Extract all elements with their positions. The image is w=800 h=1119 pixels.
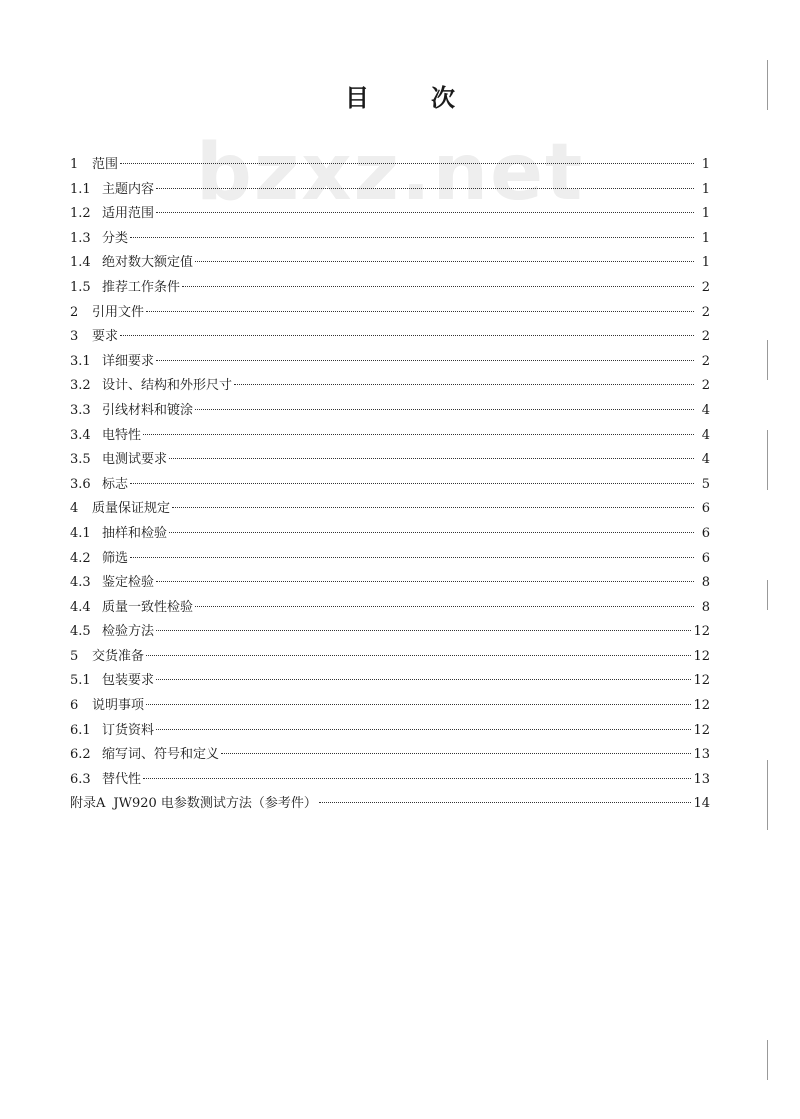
toc-dot-leader xyxy=(169,458,694,459)
toc-entry-page-number: 1 xyxy=(701,230,710,246)
toc-entry-page-number: 4 xyxy=(701,427,710,443)
toc-entry-label: 缩写词、符号和定义 xyxy=(102,747,220,763)
toc-entry[interactable] xyxy=(70,276,710,301)
toc-entry-label: 绝对数大额定值 xyxy=(102,255,194,271)
toc-entry-page-number: 12 xyxy=(693,722,710,738)
toc-entry-number: 3.2 xyxy=(70,378,91,394)
toc-entry[interactable] xyxy=(70,448,710,473)
toc-dot-leader xyxy=(120,163,694,164)
toc-entry-page-number: 4 xyxy=(701,402,710,418)
toc-entry-number: 3.4 xyxy=(70,427,91,443)
toc-entry[interactable] xyxy=(70,694,710,719)
toc-entry-number: 5.1 xyxy=(70,673,91,689)
toc-entry-number: 附录A xyxy=(70,796,106,812)
toc-entry-label: 包装要求 xyxy=(102,673,155,689)
toc-dot-leader xyxy=(156,581,694,582)
toc-entry-label: 电特性 xyxy=(102,427,142,443)
toc-entry[interactable] xyxy=(70,325,710,350)
toc-entry-page-number: 13 xyxy=(693,771,710,787)
toc-entry-label: 交货准备 xyxy=(92,648,145,664)
toc-entry-label: 要求 xyxy=(92,329,119,345)
toc-entry[interactable] xyxy=(70,473,710,498)
scan-edge-mark xyxy=(767,340,768,380)
toc-entry-page-number: 12 xyxy=(693,624,710,640)
watermark: bzxz.net xyxy=(196,128,585,218)
toc-entry-number: 3.1 xyxy=(70,353,91,369)
toc-entry-page-number: 13 xyxy=(693,747,710,763)
toc-entry-page-number: 2 xyxy=(701,378,710,394)
toc-entry-page-number: 12 xyxy=(693,673,710,689)
toc-entry-number: 2 xyxy=(70,304,79,320)
toc-entry-page-number: 12 xyxy=(693,648,710,664)
toc-entry[interactable] xyxy=(70,301,710,326)
toc-dot-leader xyxy=(130,237,694,238)
toc-entry-page-number: 4 xyxy=(701,452,710,468)
toc-entry[interactable] xyxy=(70,596,710,621)
toc-entry[interactable] xyxy=(70,669,710,694)
toc-entry-label: 分类 xyxy=(102,230,129,246)
toc-entry-page-number: 12 xyxy=(693,698,710,714)
toc-entry-page-number: 6 xyxy=(701,501,710,517)
toc-dot-leader xyxy=(120,335,694,336)
toc-dot-leader xyxy=(169,532,694,533)
toc-entry-label: 设计、结构和外形尺寸 xyxy=(102,378,233,394)
toc-entry-label: 质量保证规定 xyxy=(92,501,171,517)
toc-entry[interactable] xyxy=(70,743,710,768)
toc-dot-leader xyxy=(156,729,691,730)
toc-entry-label: 范围 xyxy=(92,157,119,172)
toc-entry[interactable] xyxy=(70,178,710,203)
toc-entry[interactable] xyxy=(70,350,710,375)
scan-edge-mark xyxy=(767,60,768,110)
toc-entry-page-number: 1 xyxy=(701,181,710,197)
title-char-2: 次 xyxy=(431,83,455,112)
toc-entry[interactable] xyxy=(70,719,710,744)
toc-entry[interactable] xyxy=(70,399,710,424)
toc-entry-label: 质量一致性检验 xyxy=(102,599,194,615)
toc-entry-page-number: 14 xyxy=(693,796,710,812)
toc-entry-number: 1.4 xyxy=(70,255,91,271)
toc-entry-label: 引线材料和镀涂 xyxy=(102,402,194,418)
toc-entry[interactable] xyxy=(70,374,710,399)
toc-entry-page-number: 5 xyxy=(701,476,710,492)
toc-entry-page-number: 8 xyxy=(701,599,710,615)
toc-dot-leader xyxy=(172,507,694,508)
toc-entry-number: 4.4 xyxy=(70,599,91,615)
toc-dot-leader xyxy=(143,778,691,779)
toc-entry-label: 筛选 xyxy=(102,550,129,566)
toc-dot-leader xyxy=(156,630,691,631)
toc-dot-leader xyxy=(146,311,694,312)
toc-entry-page-number: 1 xyxy=(701,255,710,271)
toc-entry-label: 抽样和检验 xyxy=(102,525,168,541)
toc-dot-leader xyxy=(130,483,694,484)
toc-entry-page-number: 1 xyxy=(701,157,710,172)
toc-dot-leader xyxy=(130,557,694,558)
scan-edge-mark xyxy=(767,1040,768,1080)
toc-dot-leader xyxy=(182,286,694,287)
toc-entry-number: 3 xyxy=(70,329,79,345)
toc-entry[interactable] xyxy=(70,497,710,522)
toc-entry[interactable] xyxy=(70,547,710,572)
toc-entry-label: 电测试要求 xyxy=(102,452,168,468)
toc-entry-number: 3.3 xyxy=(70,402,91,418)
toc-entry-label: 订货资料 xyxy=(102,722,155,738)
toc-entry-page-number: 2 xyxy=(701,353,710,369)
toc-entry-page-number: 2 xyxy=(701,279,710,295)
toc-entry-label: 推荐工作条件 xyxy=(102,279,181,295)
toc-entry-number: 4.5 xyxy=(70,624,91,640)
toc-entry-number: 4 xyxy=(70,501,79,517)
toc-entry[interactable] xyxy=(70,424,710,449)
toc-entry[interactable] xyxy=(70,153,710,178)
toc-dot-leader xyxy=(195,261,694,262)
toc-entry-page-number: 1 xyxy=(701,206,710,222)
toc-dot-leader xyxy=(156,188,694,189)
table-of-contents xyxy=(70,153,710,817)
toc-dot-leader xyxy=(146,655,691,656)
toc-entry-number: 6.3 xyxy=(70,771,91,787)
toc-entry-page-number: 6 xyxy=(701,525,710,541)
toc-entry-number: 4.2 xyxy=(70,550,91,566)
toc-dot-leader xyxy=(195,409,694,410)
toc-entry-number: 5 xyxy=(70,648,79,664)
toc-entry-number: 1 xyxy=(70,157,79,172)
toc-entry-number: 4.3 xyxy=(70,575,91,591)
toc-entry-number: 6 xyxy=(70,698,79,714)
toc-entry-number: 3.6 xyxy=(70,476,91,492)
toc-entry-number: 6.1 xyxy=(70,722,91,738)
toc-entry-page-number: 2 xyxy=(701,304,710,320)
toc-entry[interactable] xyxy=(70,645,710,670)
toc-entry-label: 替代性 xyxy=(102,771,142,787)
toc-entry-page-number: 6 xyxy=(701,550,710,566)
toc-entry-label: JW920 电参数测试方法（参考件） xyxy=(113,796,317,812)
toc-entry-number: 1.5 xyxy=(70,279,91,295)
toc-entry-page-number: 8 xyxy=(701,575,710,591)
toc-entry-number: 1.2 xyxy=(70,206,91,222)
toc-dot-leader xyxy=(156,360,694,361)
toc-entry-label: 引用文件 xyxy=(92,304,145,320)
scan-edge-mark xyxy=(767,760,768,830)
toc-entry-label: 主题内容 xyxy=(102,181,155,197)
toc-entry-number: 3.5 xyxy=(70,452,91,468)
toc-entry[interactable] xyxy=(70,620,710,645)
toc-entry[interactable] xyxy=(70,792,710,817)
toc-entry-number: 4.1 xyxy=(70,525,91,541)
toc-entry-label: 适用范围 xyxy=(102,206,155,222)
toc-dot-leader xyxy=(319,802,692,803)
toc-entry-label: 标志 xyxy=(102,476,129,492)
page-title xyxy=(0,78,800,113)
toc-entry[interactable] xyxy=(70,571,710,596)
toc-entry-label: 说明事项 xyxy=(92,698,145,714)
toc-entry-label: 检验方法 xyxy=(102,624,155,640)
toc-entry-number: 1.1 xyxy=(70,181,91,197)
toc-dot-leader xyxy=(234,384,694,385)
toc-entry-number: 1.3 xyxy=(70,230,91,246)
scan-edge-mark xyxy=(767,430,768,490)
toc-entry-page-number: 2 xyxy=(701,329,710,345)
toc-dot-leader xyxy=(143,434,694,435)
toc-entry-label: 详细要求 xyxy=(102,353,155,369)
toc-dot-leader xyxy=(221,753,691,754)
toc-dot-leader xyxy=(156,679,691,680)
toc-entry[interactable] xyxy=(70,768,710,793)
toc-dot-leader xyxy=(195,606,694,607)
toc-entry-number: 6.2 xyxy=(70,747,91,763)
toc-entry[interactable] xyxy=(70,202,710,227)
toc-entry[interactable] xyxy=(70,227,710,252)
scan-edge-mark xyxy=(767,580,768,610)
toc-entry[interactable] xyxy=(70,251,710,276)
title-char-1: 目 xyxy=(345,83,369,112)
toc-entry-label: 鉴定检验 xyxy=(102,575,155,591)
toc-dot-leader xyxy=(156,212,694,213)
toc-dot-leader xyxy=(146,704,691,705)
toc-entry[interactable] xyxy=(70,522,710,547)
